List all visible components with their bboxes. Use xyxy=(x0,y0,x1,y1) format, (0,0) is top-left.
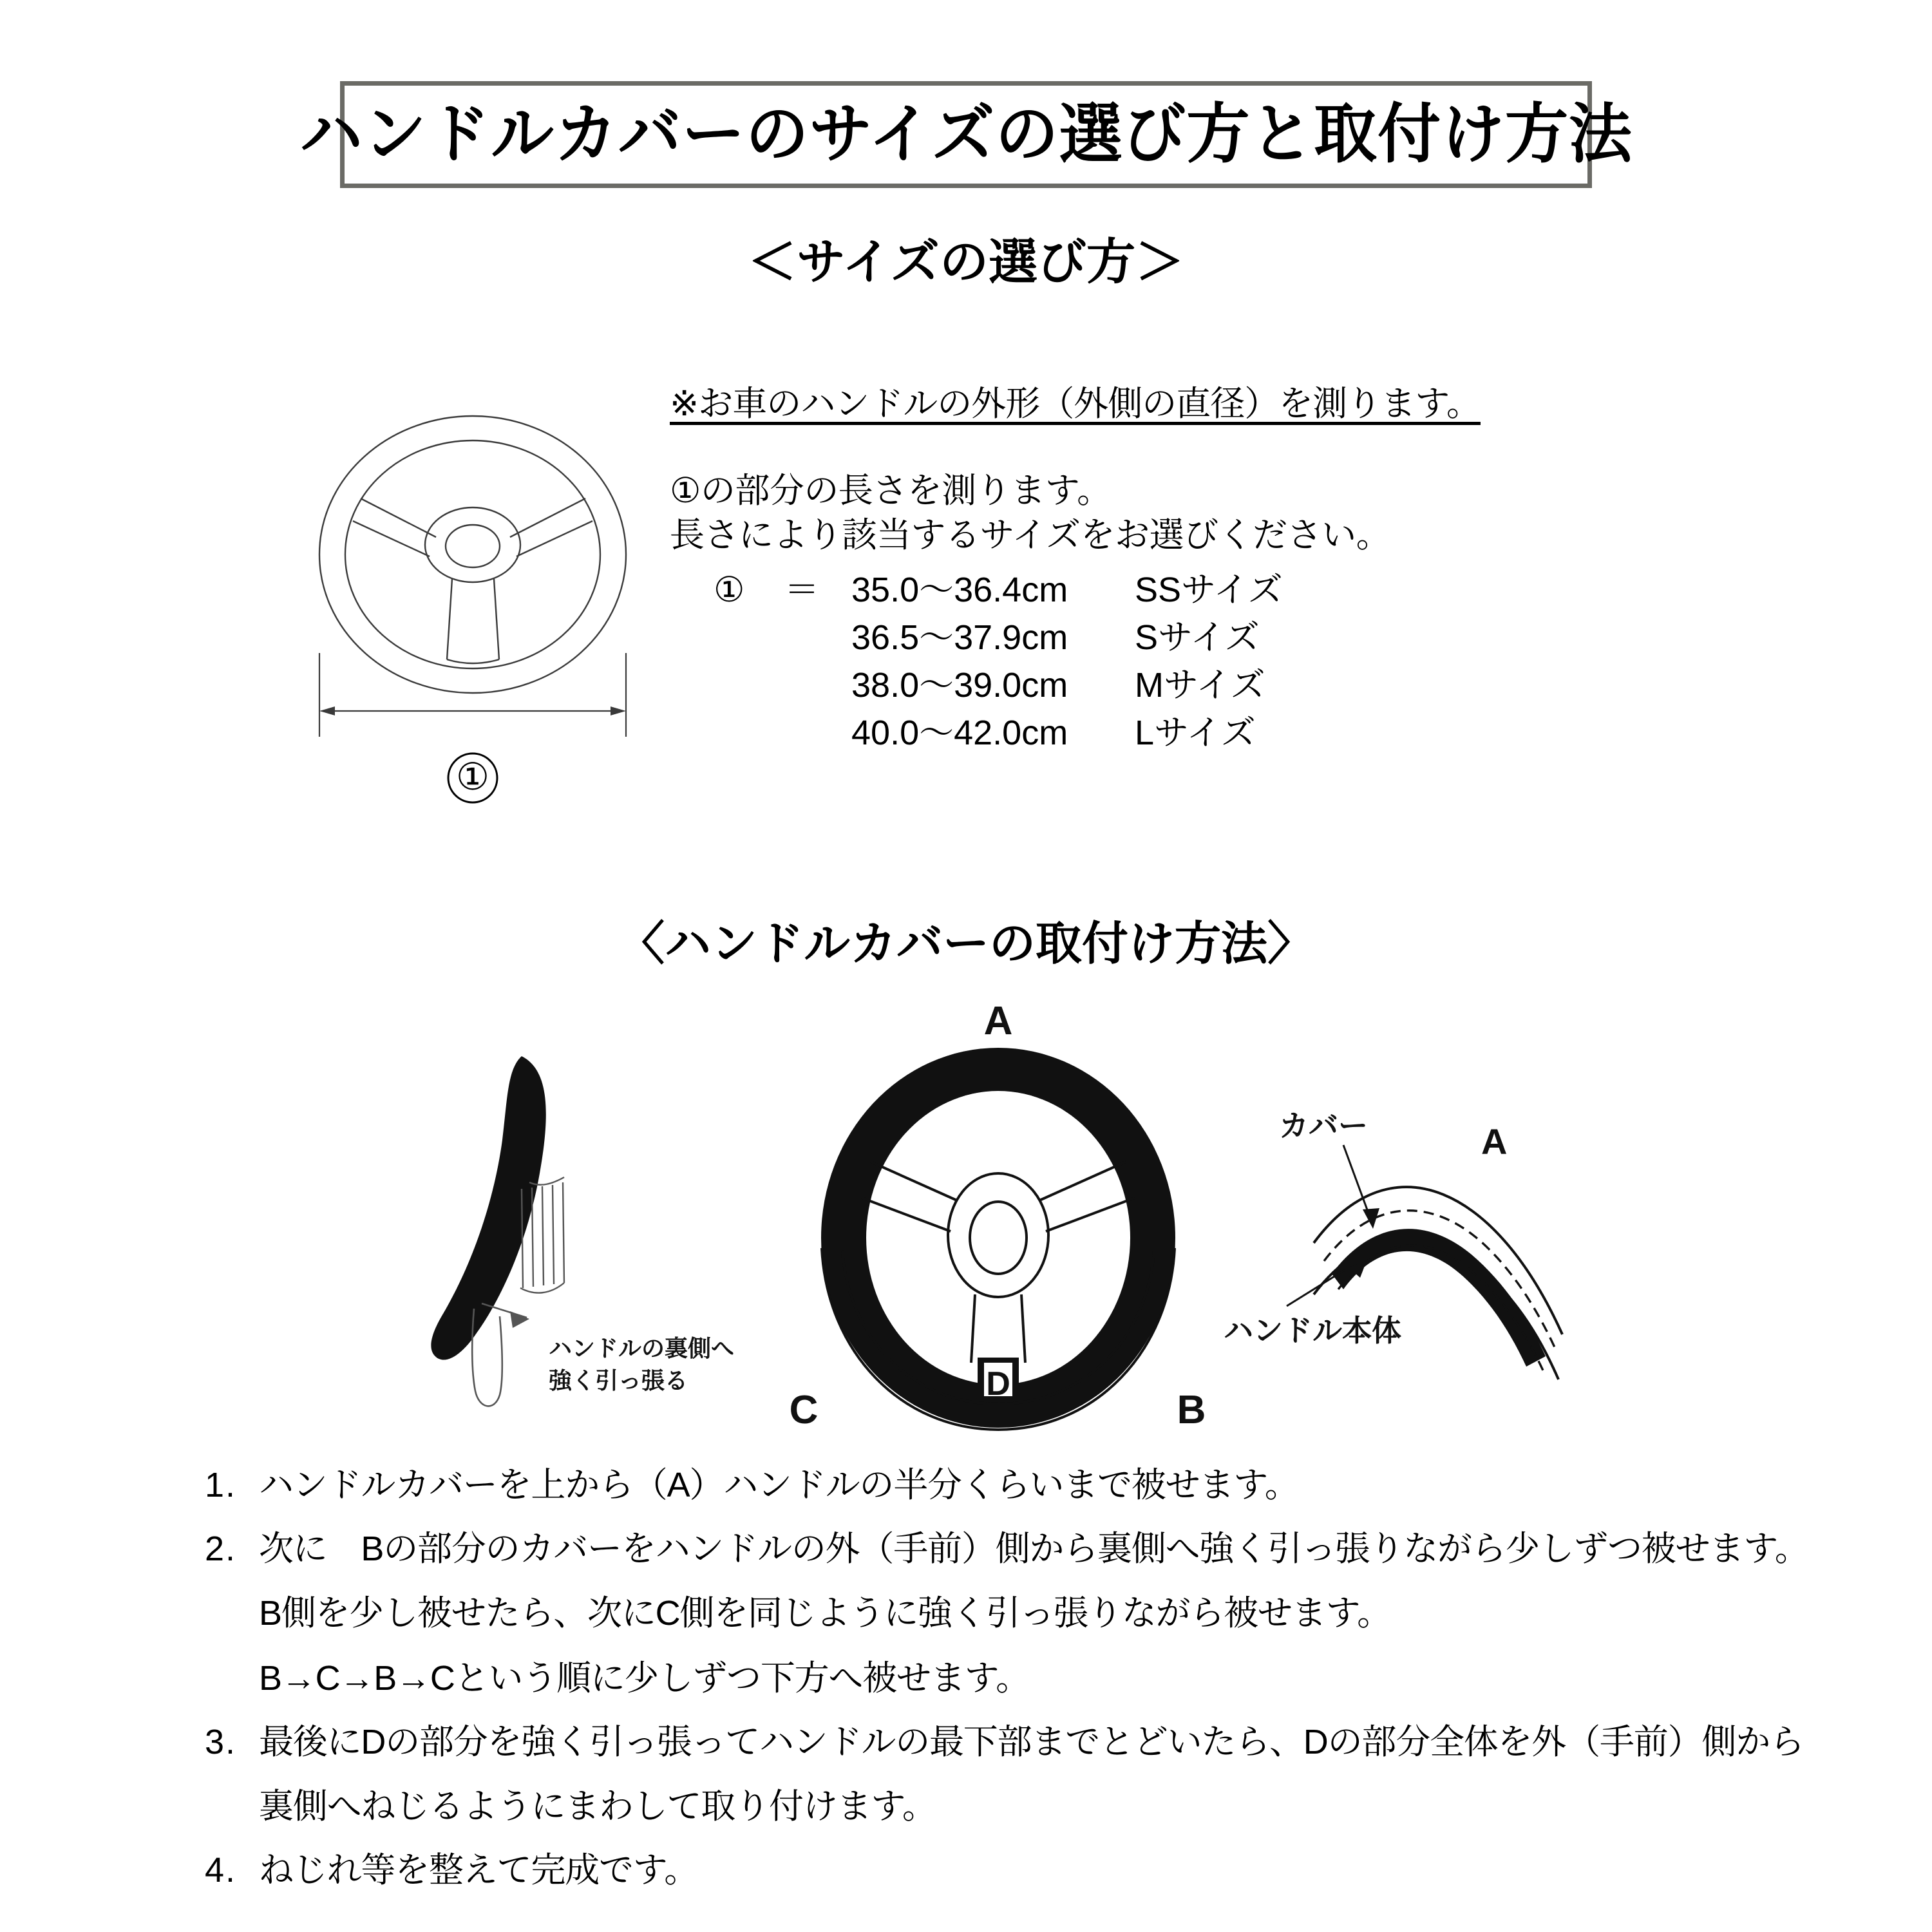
cross-label-a: A xyxy=(1481,1121,1508,1162)
document-title-box xyxy=(299,81,1633,188)
wheel-label-d: D xyxy=(986,1365,1010,1403)
page-title: ハンドルカバーのサイズの選び方と取付け方法 xyxy=(299,98,1633,171)
size-chart-equals: ＝ xyxy=(784,571,819,610)
size-chart-equals-spacer xyxy=(784,710,851,757)
size-chart-label-spacer xyxy=(670,614,784,662)
wheel-label-b: B xyxy=(1177,1388,1206,1432)
size-range: 35.0～36.4cm xyxy=(851,571,1068,610)
step-text xyxy=(259,1718,1853,1832)
cover-cross-section-illustration xyxy=(1217,1101,1604,1423)
installation-steps-list xyxy=(205,1461,1853,1909)
step-number: 3. xyxy=(205,1722,237,1761)
size-chart-equals-spacer xyxy=(784,614,851,662)
size-instructions-block xyxy=(670,386,1571,757)
size-name: Sサイズ xyxy=(1135,618,1260,658)
size-range: 38.0～39.0cm xyxy=(851,666,1068,705)
steering-wheel-measure-diagram xyxy=(298,384,658,828)
size-name: SSサイズ xyxy=(1135,571,1283,610)
size-range: 36.5～37.9cm xyxy=(851,618,1068,658)
step-text xyxy=(259,1846,1853,1895)
install-section-heading: 〈ハンドルカバーの取付け方法〉 xyxy=(618,918,1314,970)
size-section-heading: ＜サイズの選び方＞ xyxy=(748,235,1184,290)
pull-cover-illustration xyxy=(412,1030,773,1481)
wheel-label-c: C xyxy=(789,1388,819,1432)
wheel-label-illustration xyxy=(760,1005,1236,1481)
pull-caption-line-1: ハンドルの裏側へ xyxy=(549,1335,735,1361)
step-line: B→C→B→Cという順に少しずつ下方へ被せます。 xyxy=(259,1659,1030,1698)
step-text xyxy=(259,1524,1853,1703)
table-row xyxy=(670,614,1283,662)
size-chart-label-spacer xyxy=(670,710,784,757)
step-number: 4. xyxy=(205,1851,237,1890)
list-item xyxy=(205,1524,1853,1703)
size-lead-line-2: 長さにより該当するサイズをお選びください。 xyxy=(670,516,1391,555)
step-line: ハンドルカバーを上から（A）ハンドルの半分くらいまで被せます。 xyxy=(259,1466,1299,1504)
list-item xyxy=(205,1846,1853,1895)
size-lead-line-1: ①の部分の長さを測ります。 xyxy=(670,471,1112,510)
size-chart-table xyxy=(670,567,1283,757)
pull-caption-line-2: 強く引っ張る xyxy=(549,1367,688,1394)
step-line: 最後にDの部分を強く引っ張ってハンドルの最下部までとどいたら、Dの部分全体を外（手前）側から xyxy=(259,1722,1804,1761)
table-row xyxy=(670,710,1283,757)
step-text xyxy=(259,1461,1853,1510)
wheel-label-a: A xyxy=(983,1005,1013,1043)
step-number: 2. xyxy=(205,1529,237,1568)
installation-figures-row xyxy=(0,1005,1932,1468)
table-row xyxy=(670,567,1283,614)
list-item xyxy=(205,1461,1853,1510)
size-chart-equals-spacer xyxy=(784,662,851,710)
cross-label-body: ハンドル本体 xyxy=(1224,1314,1401,1347)
step-line: ねじれ等を整えて完成です。 xyxy=(259,1851,699,1890)
size-chart-label: ① xyxy=(714,571,745,610)
list-item xyxy=(205,1718,1853,1832)
step-line: B側を少し被せたら、次にC側を同じように強く引っ張りながら被せます。 xyxy=(259,1594,1391,1633)
size-name: Lサイズ xyxy=(1135,714,1256,753)
size-name: Mサイズ xyxy=(1135,666,1265,705)
step-line: 次に Bの部分のカバーをハンドルの外（手前）側から裏側へ強く引っ張りながら少しずつ被せます。 xyxy=(259,1529,1809,1568)
size-range: 40.0～42.0cm xyxy=(851,714,1068,753)
step-line: 裏側へねじるようにまわして取り付けます。 xyxy=(259,1787,936,1826)
measure-note: ※お車のハンドルの外形（外側の直径）を測ります。 xyxy=(670,384,1481,423)
cross-label-cover: カバー xyxy=(1279,1109,1368,1142)
dimension-label: ① xyxy=(456,756,489,798)
table-row xyxy=(670,662,1283,710)
size-chart-label-spacer xyxy=(670,662,784,710)
step-number: 1. xyxy=(205,1466,237,1504)
